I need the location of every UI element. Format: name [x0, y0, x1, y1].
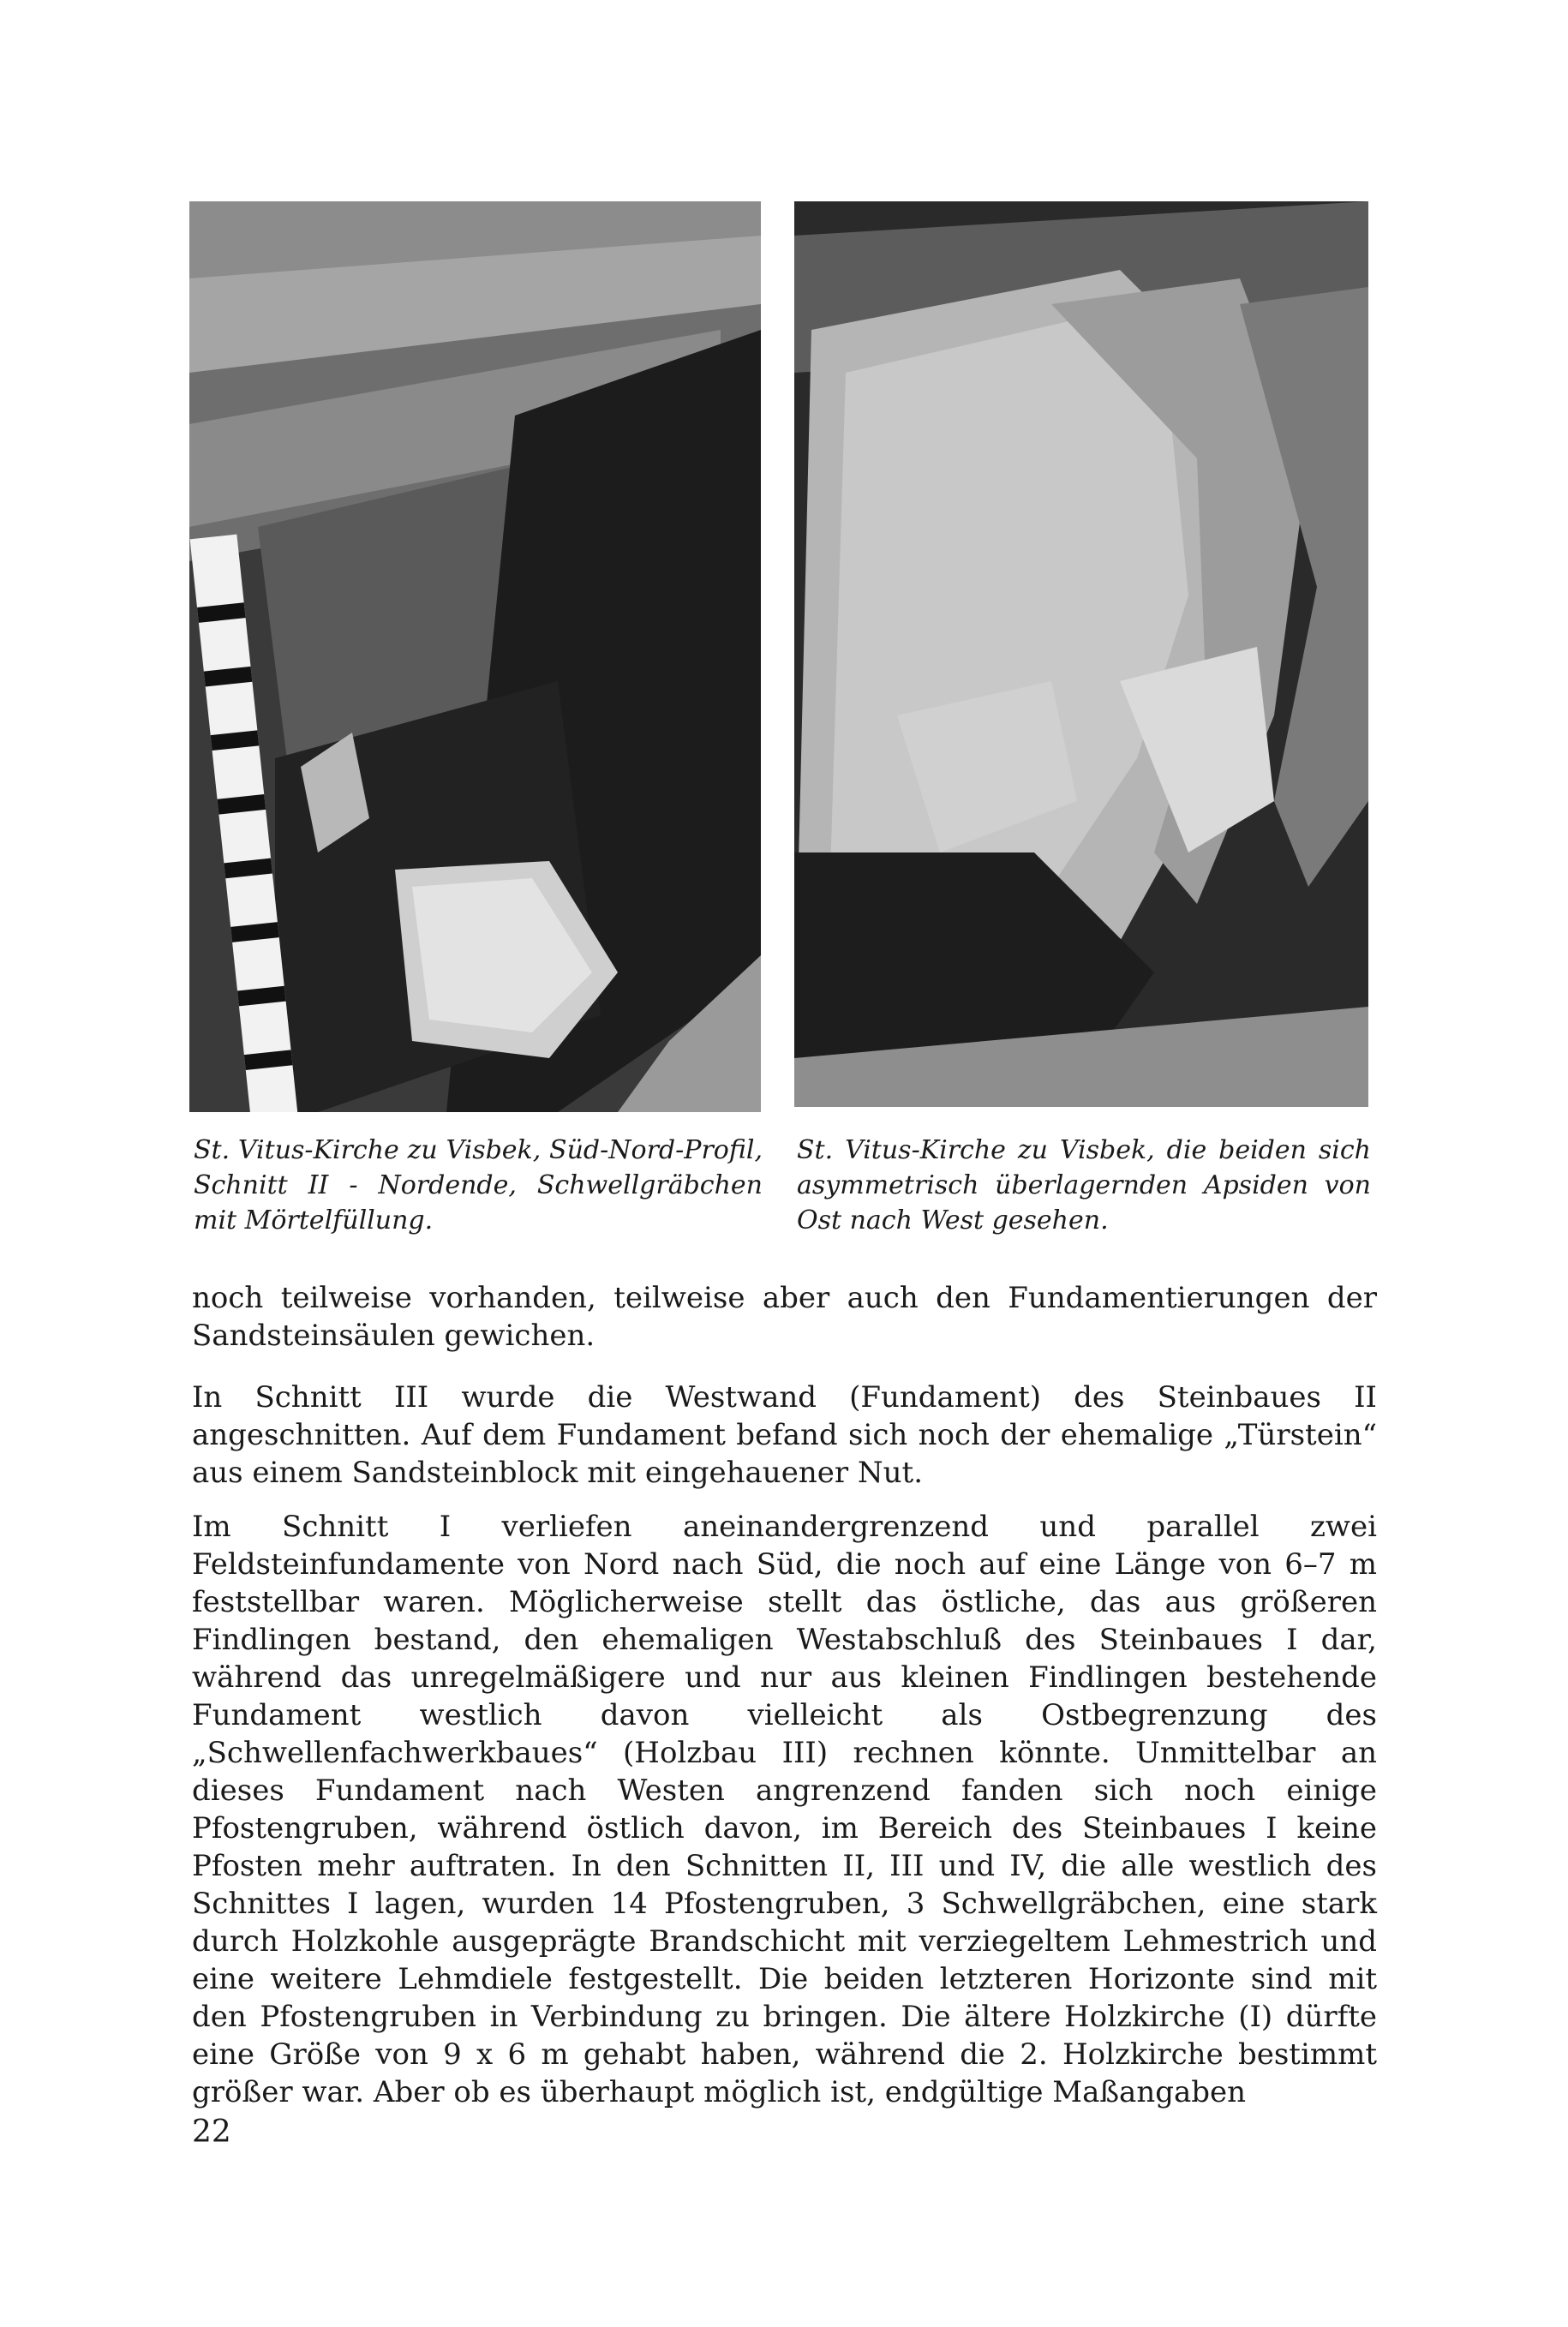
caption-right: St. Vitus-Kirche zu Visbek, die beiden sich asymmetrisch überlagernden Apsiden von Ost nach West gesehen. — [797, 1135, 1371, 1235]
body-paragraph: noch teilweise vorhanden, teilweise aber auch den Fundamentierungen der Sandsteinsäulen gewichen. — [192, 1281, 1377, 1353]
page-number: 22 — [192, 2115, 231, 2150]
caption-left: St. Vitus-Kirche zu Visbek, Süd-Nord-Profil, Schnitt II - Nordende, Schwellgräbchen mit Mörtelfüllung. — [194, 1135, 763, 1235]
excavation-profile-image — [189, 201, 761, 1112]
excavation-profile-photo — [189, 201, 761, 1112]
apse-foundations-photo — [794, 201, 1368, 1107]
body-paragraph: In Schnitt III wurde die Westwand (Fundament) des Steinbaues II angeschnitten. Auf dem Fundament befand sich noch der ehemalige „Türstein“ aus einem Sandsteinblock mit eingehauener Nut. — [192, 1380, 1377, 1490]
body-paragraph: Im Schnitt I verliefen aneinandergrenzend und parallel zwei Feldsteinfundamente von Nord nach Süd, die noch auf eine Länge von 6–7 m feststellbar waren. Möglicherweise stellt das östliche, das aus größeren Findlingen bestand, den ehemaligen Westabschluß des Steinbaues I dar, während das unregelmäßigere und nur aus kleinen Findlingen bestehende Fundament westlich davon vielleicht als Ostbegrenzung des „Schwellenfachwerkbaues“ (Holzbau III) rechnen könnte. Unmittelbar an dieses Fundament nach Westen angrenzend fanden sich noch einige Pfostengruben, während östlich davon, im Bereich des Steinbaues I keine Pfosten mehr auftraten. In den Schnitten II, III und IV, die alle westlich des Schnittes I lagen, wurden 14 Pfostengruben, 3 Schwellgräbchen, eine stark durch Holzkohle ausgeprägte Brandschicht mit verziegeltem Lehmestrich und eine weitere Lehmdiele festgestellt. Die beiden letzteren Horizonte sind mit den Pfostengruben in Verbindung zu bringen. Die ältere Holzkirche (I) dürfte eine Größe von 9 x 6 m gehabt haben, während die 2. Holzkirche bestimmt größer war. Aber ob es überhaupt möglich ist, endgültige Maßangaben — [192, 1510, 1377, 2109]
apse-foundations-image — [794, 201, 1368, 1107]
